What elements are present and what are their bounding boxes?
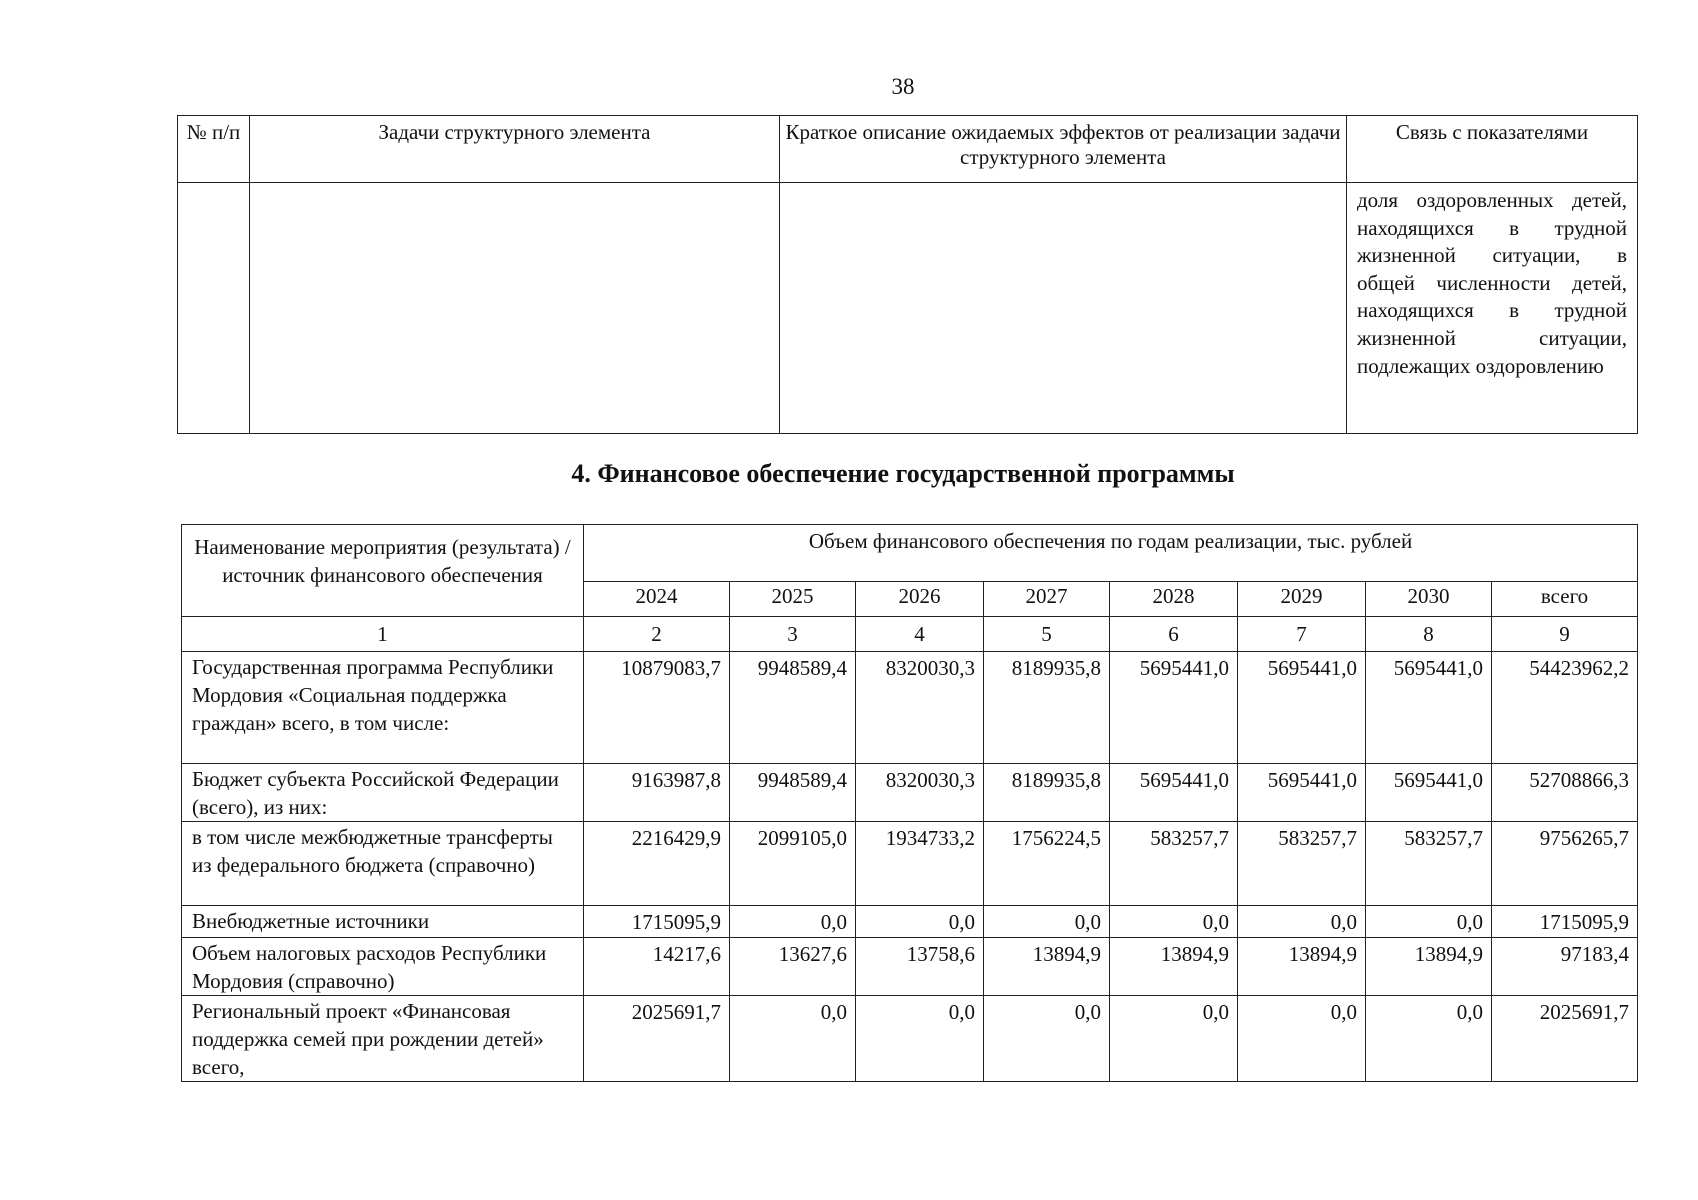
row-value: 9756265,7 (1492, 822, 1638, 906)
row-value: 0,0 (730, 906, 856, 938)
row-value: 14217,6 (584, 938, 730, 996)
row-name: Государственная программа Республики Мордовия «Социальная поддержка граждан» всего, в том числе: (182, 652, 584, 764)
header-link: Связь с показателями (1347, 116, 1638, 183)
table-row (182, 764, 1638, 822)
row-value: 5695441,0 (1110, 652, 1238, 764)
row-value: 8320030,3 (856, 764, 984, 822)
table-row (182, 996, 1638, 1082)
table-row (182, 822, 1638, 906)
row-value: 52708866,3 (1492, 764, 1638, 822)
header-task: Задачи структурного элемента (250, 116, 780, 183)
column-number: 9 (1492, 617, 1638, 652)
row-value: 583257,7 (1366, 822, 1492, 906)
table-row (182, 652, 1638, 764)
row-value: 13894,9 (984, 938, 1110, 996)
header-year: 2027 (984, 582, 1110, 617)
row-value: 583257,7 (1110, 822, 1238, 906)
header-year: 2025 (730, 582, 856, 617)
row-value: 0,0 (856, 906, 984, 938)
structural-element-tasks-table (177, 115, 1638, 434)
row-value: 5695441,0 (1110, 764, 1238, 822)
row-value: 2216429,9 (584, 822, 730, 906)
column-number: 1 (182, 617, 584, 652)
row-value: 0,0 (984, 906, 1110, 938)
row-value: 1756224,5 (984, 822, 1110, 906)
row-name: Объем налоговых расходов Республики Мордовия (справочно) (182, 938, 584, 996)
table-row (182, 938, 1638, 996)
page-number: 38 (891, 74, 915, 99)
row-value: 0,0 (730, 996, 856, 1082)
row-value: 13758,6 (856, 938, 984, 996)
row-value: 8189935,8 (984, 652, 1110, 764)
row-name: Внебюджетные источники (182, 906, 584, 938)
column-number: 6 (1110, 617, 1238, 652)
row-value: 0,0 (1366, 996, 1492, 1082)
row-value: 10879083,7 (584, 652, 730, 764)
column-number: 3 (730, 617, 856, 652)
row-value: 0,0 (1366, 906, 1492, 938)
row-value: 1934733,2 (856, 822, 984, 906)
column-number: 8 (1366, 617, 1492, 652)
row-value: 0,0 (1110, 996, 1238, 1082)
cell-effects (780, 183, 1347, 434)
row-value: 8189935,8 (984, 764, 1110, 822)
header-row-1 (182, 525, 1638, 582)
financing-table (181, 524, 1638, 1082)
row-value: 583257,7 (1238, 822, 1366, 906)
row-value: 0,0 (1110, 906, 1238, 938)
header-total: всего (1492, 582, 1638, 617)
row-name: Бюджет субъекта Российской Федерации (всего), из них: (182, 764, 584, 822)
column-number: 7 (1238, 617, 1366, 652)
header-number: № п/п (178, 116, 250, 183)
row-value: 0,0 (856, 996, 984, 1082)
header-year: 2029 (1238, 582, 1366, 617)
row-value: 5695441,0 (1366, 652, 1492, 764)
row-name: в том числе межбюджетные трансферты из федерального бюджета (справочно) (182, 822, 584, 906)
header-year: 2024 (584, 582, 730, 617)
cell-number (178, 183, 250, 434)
row-value: 0,0 (984, 996, 1110, 1082)
row-value: 1715095,9 (584, 906, 730, 938)
indicator-link-text: доля оздоровленных детей, находящихся в трудной жизненной ситуации, в общей численности детей, находящихся в трудной жизненной ситуации, подлежащих оздоровлению (1357, 188, 1627, 378)
row-value: 13627,6 (730, 938, 856, 996)
column-number: 2 (584, 617, 730, 652)
row-value: 2025691,7 (584, 996, 730, 1082)
row-value: 54423962,2 (1492, 652, 1638, 764)
header-volume: Объем финансового обеспечения по годам реализации, тыс. рублей (584, 525, 1638, 582)
row-value: 9948589,4 (730, 764, 856, 822)
row-value: 9948589,4 (730, 652, 856, 764)
cell-link (1347, 183, 1638, 434)
column-number: 5 (984, 617, 1110, 652)
header-year: 2030 (1366, 582, 1492, 617)
header-name: Наименование мероприятия (результата) / источник финансового обеспечения (182, 525, 584, 617)
column-number: 4 (856, 617, 984, 652)
row-value: 2025691,7 (1492, 996, 1638, 1082)
row-value: 0,0 (1238, 996, 1366, 1082)
row-value: 13894,9 (1366, 938, 1492, 996)
row-value: 5695441,0 (1238, 764, 1366, 822)
header-year: 2026 (856, 582, 984, 617)
row-value: 13894,9 (1110, 938, 1238, 996)
table-row (178, 183, 1638, 434)
table-header-row (178, 116, 1638, 183)
row-value: 1715095,9 (1492, 906, 1638, 938)
section-title: 4. Финансовое обеспечение государственной программы (571, 459, 1235, 488)
row-value: 9163987,8 (584, 764, 730, 822)
table-row (182, 906, 1638, 938)
header-effects: Краткое описание ожидаемых эффектов от реализации задачи структурного элемента (780, 116, 1347, 183)
row-value: 5695441,0 (1238, 652, 1366, 764)
row-value: 8320030,3 (856, 652, 984, 764)
row-value: 13894,9 (1238, 938, 1366, 996)
row-value: 2099105,0 (730, 822, 856, 906)
row-name: Региональный проект «Финансовая поддержка семей при рождении детей» всего, (182, 996, 584, 1082)
column-number-row (182, 617, 1638, 652)
header-year: 2028 (1110, 582, 1238, 617)
row-value: 0,0 (1238, 906, 1366, 938)
cell-task (250, 183, 780, 434)
row-value: 5695441,0 (1366, 764, 1492, 822)
row-value: 97183,4 (1492, 938, 1638, 996)
